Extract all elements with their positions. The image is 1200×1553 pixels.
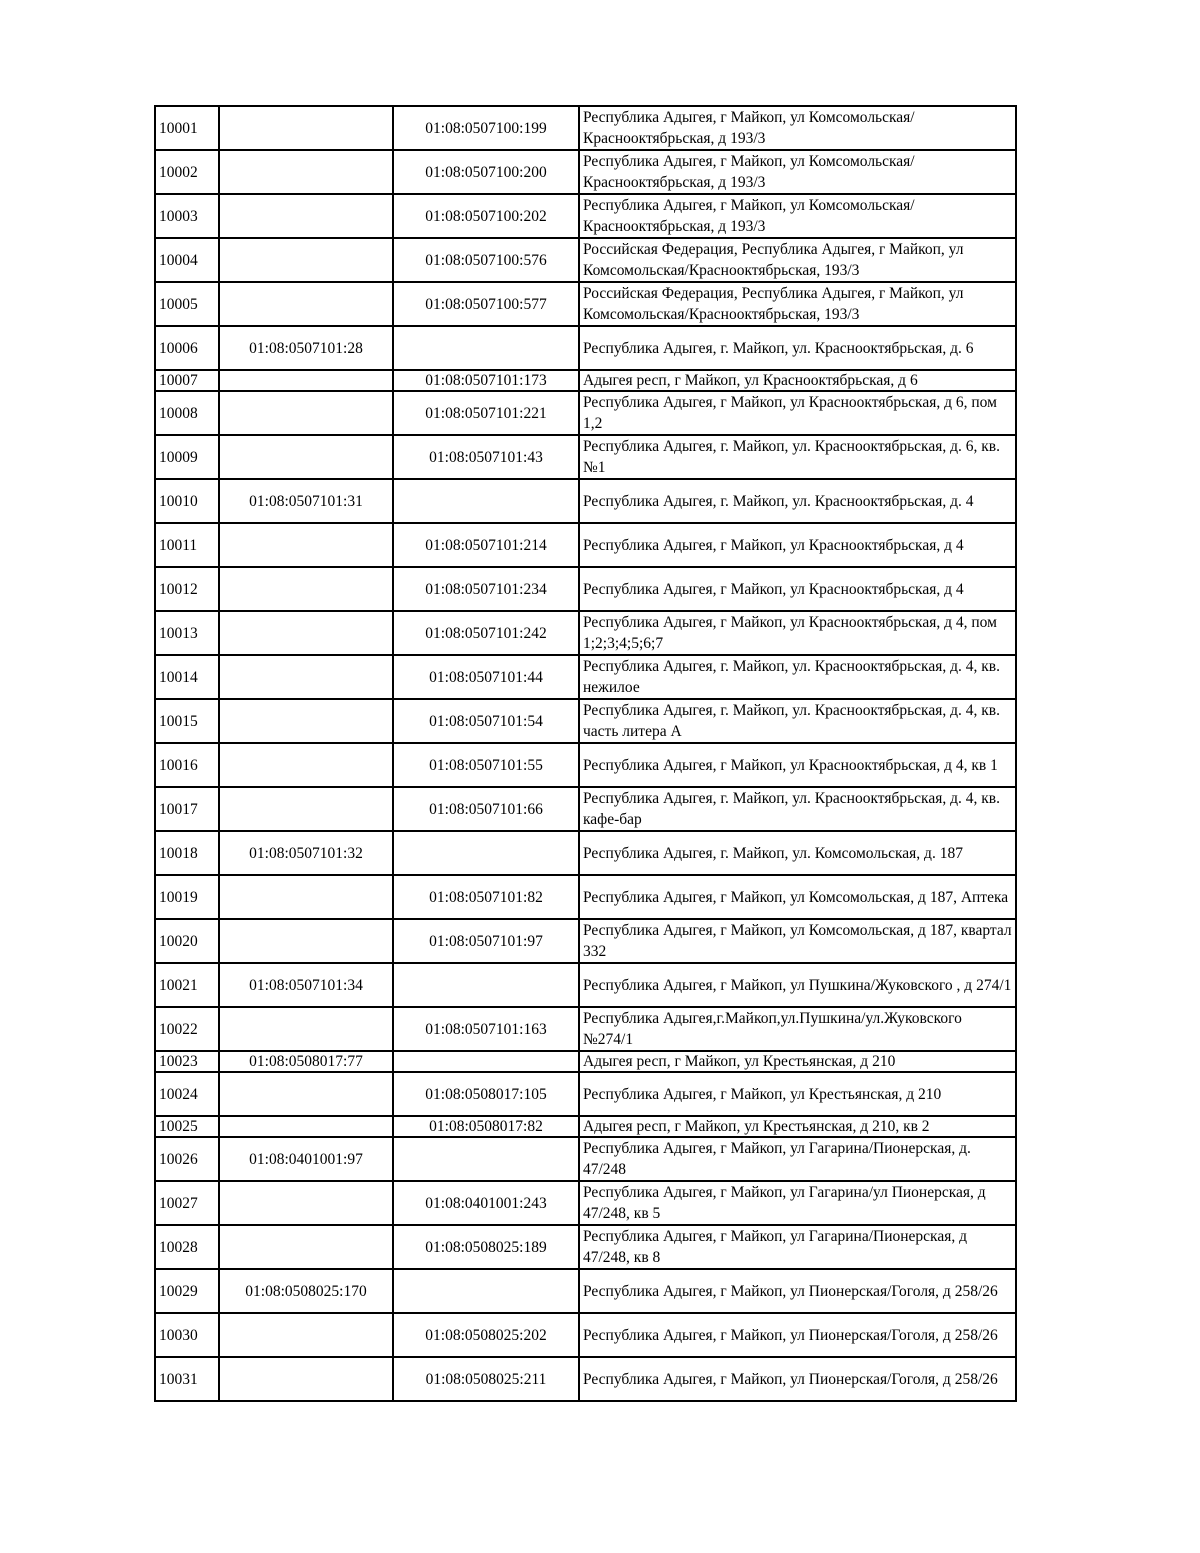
table-row bbox=[155, 370, 1016, 391]
address-cell: Республика Адыгея, г Майкоп, ул Пионерская/Гоголя, д 258/26 bbox=[579, 1357, 1016, 1401]
table-row bbox=[155, 743, 1016, 787]
cadastral-number-cell: 01:08:0508025:189 bbox=[393, 1225, 579, 1269]
table-row bbox=[155, 523, 1016, 567]
cadastral-number-cell bbox=[393, 326, 579, 370]
cadastral-number-cell: 01:08:0507101:234 bbox=[393, 567, 579, 611]
address-cell: Республика Адыгея, г Майкоп, ул Гагарина/Пионерская, д. 47/248 bbox=[579, 1137, 1016, 1181]
cadastral-number-cell bbox=[393, 479, 579, 523]
address-cell: Республика Адыгея, г Майкоп, ул Пушкина/Жуковского , д 274/1 bbox=[579, 963, 1016, 1007]
parent-cadastral-number-cell bbox=[219, 875, 393, 919]
record-number-cell: 10013 bbox=[155, 611, 219, 655]
cadastral-number-cell: 01:08:0507100:200 bbox=[393, 150, 579, 194]
record-number-cell: 10006 bbox=[155, 326, 219, 370]
record-number-cell: 10020 bbox=[155, 919, 219, 963]
table-row bbox=[155, 282, 1016, 326]
parent-cadastral-number-cell bbox=[219, 1357, 393, 1401]
table-row bbox=[155, 1116, 1016, 1137]
table-row bbox=[155, 194, 1016, 238]
table-row bbox=[155, 479, 1016, 523]
cadastral-number-cell: 01:08:0507101:43 bbox=[393, 435, 579, 479]
cadastral-number-cell bbox=[393, 1051, 579, 1072]
record-number-cell: 10015 bbox=[155, 699, 219, 743]
record-number-cell: 10003 bbox=[155, 194, 219, 238]
table-row bbox=[155, 787, 1016, 831]
address-cell: Республика Адыгея, г. Майкоп, ул. Краснооктябрьская, д. 6, кв. №1 bbox=[579, 435, 1016, 479]
cadastral-number-cell bbox=[393, 963, 579, 1007]
table-row bbox=[155, 1007, 1016, 1051]
table-row bbox=[155, 1051, 1016, 1072]
table-row bbox=[155, 150, 1016, 194]
table-row bbox=[155, 435, 1016, 479]
cadastral-number-cell: 01:08:0507100:577 bbox=[393, 282, 579, 326]
parent-cadastral-number-cell bbox=[219, 1007, 393, 1051]
table-row bbox=[155, 699, 1016, 743]
table-row bbox=[155, 655, 1016, 699]
cadastral-number-cell: 01:08:0507101:163 bbox=[393, 1007, 579, 1051]
parent-cadastral-number-cell bbox=[219, 523, 393, 567]
record-number-cell: 10012 bbox=[155, 567, 219, 611]
record-number-cell: 10014 bbox=[155, 655, 219, 699]
parent-cadastral-number-cell bbox=[219, 370, 393, 391]
parent-cadastral-number-cell bbox=[219, 106, 393, 150]
parent-cadastral-number-cell bbox=[219, 1225, 393, 1269]
record-number-cell: 10008 bbox=[155, 391, 219, 435]
parent-cadastral-number-cell bbox=[219, 743, 393, 787]
table-row bbox=[155, 1181, 1016, 1225]
address-cell: Республика Адыгея, г. Майкоп, ул. Краснооктябрьская, д. 4, кв. нежилое bbox=[579, 655, 1016, 699]
cadastral-number-cell: 01:08:0507101:97 bbox=[393, 919, 579, 963]
record-number-cell: 10026 bbox=[155, 1137, 219, 1181]
record-number-cell: 10028 bbox=[155, 1225, 219, 1269]
table-row bbox=[155, 238, 1016, 282]
record-number-cell: 10021 bbox=[155, 963, 219, 1007]
address-cell: Республика Адыгея, г. Майкоп, ул. Краснооктябрьская, д. 4, кв. кафе-бар bbox=[579, 787, 1016, 831]
table-row bbox=[155, 1225, 1016, 1269]
table-row bbox=[155, 1313, 1016, 1357]
cadastral-number-cell: 01:08:0507101:55 bbox=[393, 743, 579, 787]
parent-cadastral-number-cell bbox=[219, 435, 393, 479]
record-number-cell: 10031 bbox=[155, 1357, 219, 1401]
record-number-cell: 10016 bbox=[155, 743, 219, 787]
address-cell: Адыгея респ, г Майкоп, ул Крестьянская, д 210, кв 2 bbox=[579, 1116, 1016, 1137]
parent-cadastral-number-cell: 01:08:0507101:32 bbox=[219, 831, 393, 875]
cadastral-number-cell: 01:08:0401001:243 bbox=[393, 1181, 579, 1225]
parent-cadastral-number-cell bbox=[219, 611, 393, 655]
parent-cadastral-number-cell bbox=[219, 699, 393, 743]
table-row bbox=[155, 567, 1016, 611]
cadastral-number-cell: 01:08:0507101:221 bbox=[393, 391, 579, 435]
parent-cadastral-number-cell bbox=[219, 919, 393, 963]
parent-cadastral-number-cell bbox=[219, 391, 393, 435]
cadastral-number-cell bbox=[393, 831, 579, 875]
record-number-cell: 10017 bbox=[155, 787, 219, 831]
parent-cadastral-number-cell bbox=[219, 1116, 393, 1137]
record-number-cell: 10005 bbox=[155, 282, 219, 326]
address-cell: Республика Адыгея, г Майкоп, ул Пионерская/Гоголя, д 258/26 bbox=[579, 1269, 1016, 1313]
cadastral-number-cell: 01:08:0507100:202 bbox=[393, 194, 579, 238]
address-cell: Республика Адыгея, г. Майкоп, ул. Краснооктябрьская, д. 4, кв. часть литера А bbox=[579, 699, 1016, 743]
record-number-cell: 10018 bbox=[155, 831, 219, 875]
cadastral-number-cell: 01:08:0507101:66 bbox=[393, 787, 579, 831]
address-cell: Республика Адыгея,г.Майкоп,ул.Пушкина/ул.Жуковского №274/1 bbox=[579, 1007, 1016, 1051]
table-row bbox=[155, 1357, 1016, 1401]
cadastral-number-cell bbox=[393, 1137, 579, 1181]
cadastral-number-cell: 01:08:0507101:44 bbox=[393, 655, 579, 699]
parent-cadastral-number-cell bbox=[219, 787, 393, 831]
record-number-cell: 10029 bbox=[155, 1269, 219, 1313]
address-cell: Республика Адыгея, г Майкоп, ул Краснооктябрьская, д 4, пом 1;2;3;4;5;6;7 bbox=[579, 611, 1016, 655]
cadastral-number-cell: 01:08:0507100:576 bbox=[393, 238, 579, 282]
record-number-cell: 10004 bbox=[155, 238, 219, 282]
table-row bbox=[155, 831, 1016, 875]
record-number-cell: 10019 bbox=[155, 875, 219, 919]
parent-cadastral-number-cell bbox=[219, 567, 393, 611]
record-number-cell: 10022 bbox=[155, 1007, 219, 1051]
address-cell: Республика Адыгея, г Майкоп, ул Комсомольская/Краснооктябрьская, д 193/3 bbox=[579, 194, 1016, 238]
address-cell: Республика Адыгея, г Майкоп, ул Комсомольская/Краснооктябрьская, д 193/3 bbox=[579, 150, 1016, 194]
table-row bbox=[155, 611, 1016, 655]
cadastral-number-cell: 01:08:0508025:202 bbox=[393, 1313, 579, 1357]
record-number-cell: 10025 bbox=[155, 1116, 219, 1137]
cadastral-number-cell: 01:08:0508025:211 bbox=[393, 1357, 579, 1401]
cadastral-number-cell: 01:08:0507101:214 bbox=[393, 523, 579, 567]
record-number-cell: 10010 bbox=[155, 479, 219, 523]
address-cell: Российская Федерация, Республика Адыгея, г Майкоп, ул Комсомольская/Краснооктябрьская, 193/3 bbox=[579, 238, 1016, 282]
parent-cadastral-number-cell bbox=[219, 1313, 393, 1357]
cadastral-number-cell: 01:08:0507101:82 bbox=[393, 875, 579, 919]
cadastral-number-cell: 01:08:0507100:199 bbox=[393, 106, 579, 150]
address-cell: Республика Адыгея, г Майкоп, ул Краснооктябрьская, д 6, пом 1,2 bbox=[579, 391, 1016, 435]
table-row bbox=[155, 1137, 1016, 1181]
record-number-cell: 10002 bbox=[155, 150, 219, 194]
property-registry-table bbox=[154, 105, 1017, 1402]
parent-cadastral-number-cell: 01:08:0508017:77 bbox=[219, 1051, 393, 1072]
parent-cadastral-number-cell bbox=[219, 150, 393, 194]
address-cell: Республика Адыгея, г. Майкоп, ул. Краснооктябрьская, д. 6 bbox=[579, 326, 1016, 370]
parent-cadastral-number-cell bbox=[219, 655, 393, 699]
record-number-cell: 10030 bbox=[155, 1313, 219, 1357]
address-cell: Республика Адыгея, г Майкоп, ул Пионерская/Гоголя, д 258/26 bbox=[579, 1313, 1016, 1357]
parent-cadastral-number-cell: 01:08:0401001:97 bbox=[219, 1137, 393, 1181]
record-number-cell: 10023 bbox=[155, 1051, 219, 1072]
address-cell: Республика Адыгея, г Майкоп, ул Комсомольская, д 187, Аптека bbox=[579, 875, 1016, 919]
cadastral-number-cell: 01:08:0507101:242 bbox=[393, 611, 579, 655]
parent-cadastral-number-cell bbox=[219, 238, 393, 282]
table-row bbox=[155, 326, 1016, 370]
address-cell: Российская Федерация, Республика Адыгея, г Майкоп, ул Комсомольская/Краснооктябрьская, 193/3 bbox=[579, 282, 1016, 326]
address-cell: Республика Адыгея, г. Майкоп, ул. Комсомольская, д. 187 bbox=[579, 831, 1016, 875]
record-number-cell: 10011 bbox=[155, 523, 219, 567]
parent-cadastral-number-cell: 01:08:0507101:34 bbox=[219, 963, 393, 1007]
table-row bbox=[155, 106, 1016, 150]
table-row bbox=[155, 1072, 1016, 1116]
address-cell: Республика Адыгея, г. Майкоп, ул. Краснооктябрьская, д. 4 bbox=[579, 479, 1016, 523]
parent-cadastral-number-cell bbox=[219, 1072, 393, 1116]
address-cell: Республика Адыгея, г Майкоп, ул Комсомольская, д 187, квартал 332 bbox=[579, 919, 1016, 963]
table-row bbox=[155, 963, 1016, 1007]
address-cell: Республика Адыгея, г Майкоп, ул Гагарина/ул Пионерская, д 47/248, кв 5 bbox=[579, 1181, 1016, 1225]
address-cell: Республика Адыгея, г Майкоп, ул Краснооктябрьская, д 4 bbox=[579, 523, 1016, 567]
address-cell: Адыгея респ, г Майкоп, ул Крестьянская, д 210 bbox=[579, 1051, 1016, 1072]
parent-cadastral-number-cell bbox=[219, 282, 393, 326]
parent-cadastral-number-cell bbox=[219, 194, 393, 238]
cadastral-number-cell: 01:08:0508017:82 bbox=[393, 1116, 579, 1137]
table-row bbox=[155, 875, 1016, 919]
address-cell: Республика Адыгея, г Майкоп, ул Комсомольская/Краснооктябрьская, д 193/3 bbox=[579, 106, 1016, 150]
address-cell: Республика Адыгея, г Майкоп, ул Краснооктябрьская, д 4, кв 1 bbox=[579, 743, 1016, 787]
cadastral-number-cell: 01:08:0508017:105 bbox=[393, 1072, 579, 1116]
parent-cadastral-number-cell: 01:08:0508025:170 bbox=[219, 1269, 393, 1313]
record-number-cell: 10009 bbox=[155, 435, 219, 479]
table-row bbox=[155, 391, 1016, 435]
cadastral-number-cell bbox=[393, 1269, 579, 1313]
address-cell: Республика Адыгея, г Майкоп, ул Краснооктябрьская, д 4 bbox=[579, 567, 1016, 611]
address-cell: Адыгея респ, г Майкоп, ул Краснооктябрьская, д 6 bbox=[579, 370, 1016, 391]
record-number-cell: 10007 bbox=[155, 370, 219, 391]
record-number-cell: 10001 bbox=[155, 106, 219, 150]
address-cell: Республика Адыгея, г Майкоп, ул Гагарина/Пионерская, д 47/248, кв 8 bbox=[579, 1225, 1016, 1269]
record-number-cell: 10024 bbox=[155, 1072, 219, 1116]
document-page bbox=[154, 105, 1017, 1402]
parent-cadastral-number-cell: 01:08:0507101:31 bbox=[219, 479, 393, 523]
parent-cadastral-number-cell bbox=[219, 1181, 393, 1225]
table-row bbox=[155, 1269, 1016, 1313]
cadastral-number-cell: 01:08:0507101:54 bbox=[393, 699, 579, 743]
cadastral-number-cell: 01:08:0507101:173 bbox=[393, 370, 579, 391]
address-cell: Республика Адыгея, г Майкоп, ул Крестьянская, д 210 bbox=[579, 1072, 1016, 1116]
table-row bbox=[155, 919, 1016, 963]
registry-table-body bbox=[155, 106, 1016, 1401]
parent-cadastral-number-cell: 01:08:0507101:28 bbox=[219, 326, 393, 370]
record-number-cell: 10027 bbox=[155, 1181, 219, 1225]
